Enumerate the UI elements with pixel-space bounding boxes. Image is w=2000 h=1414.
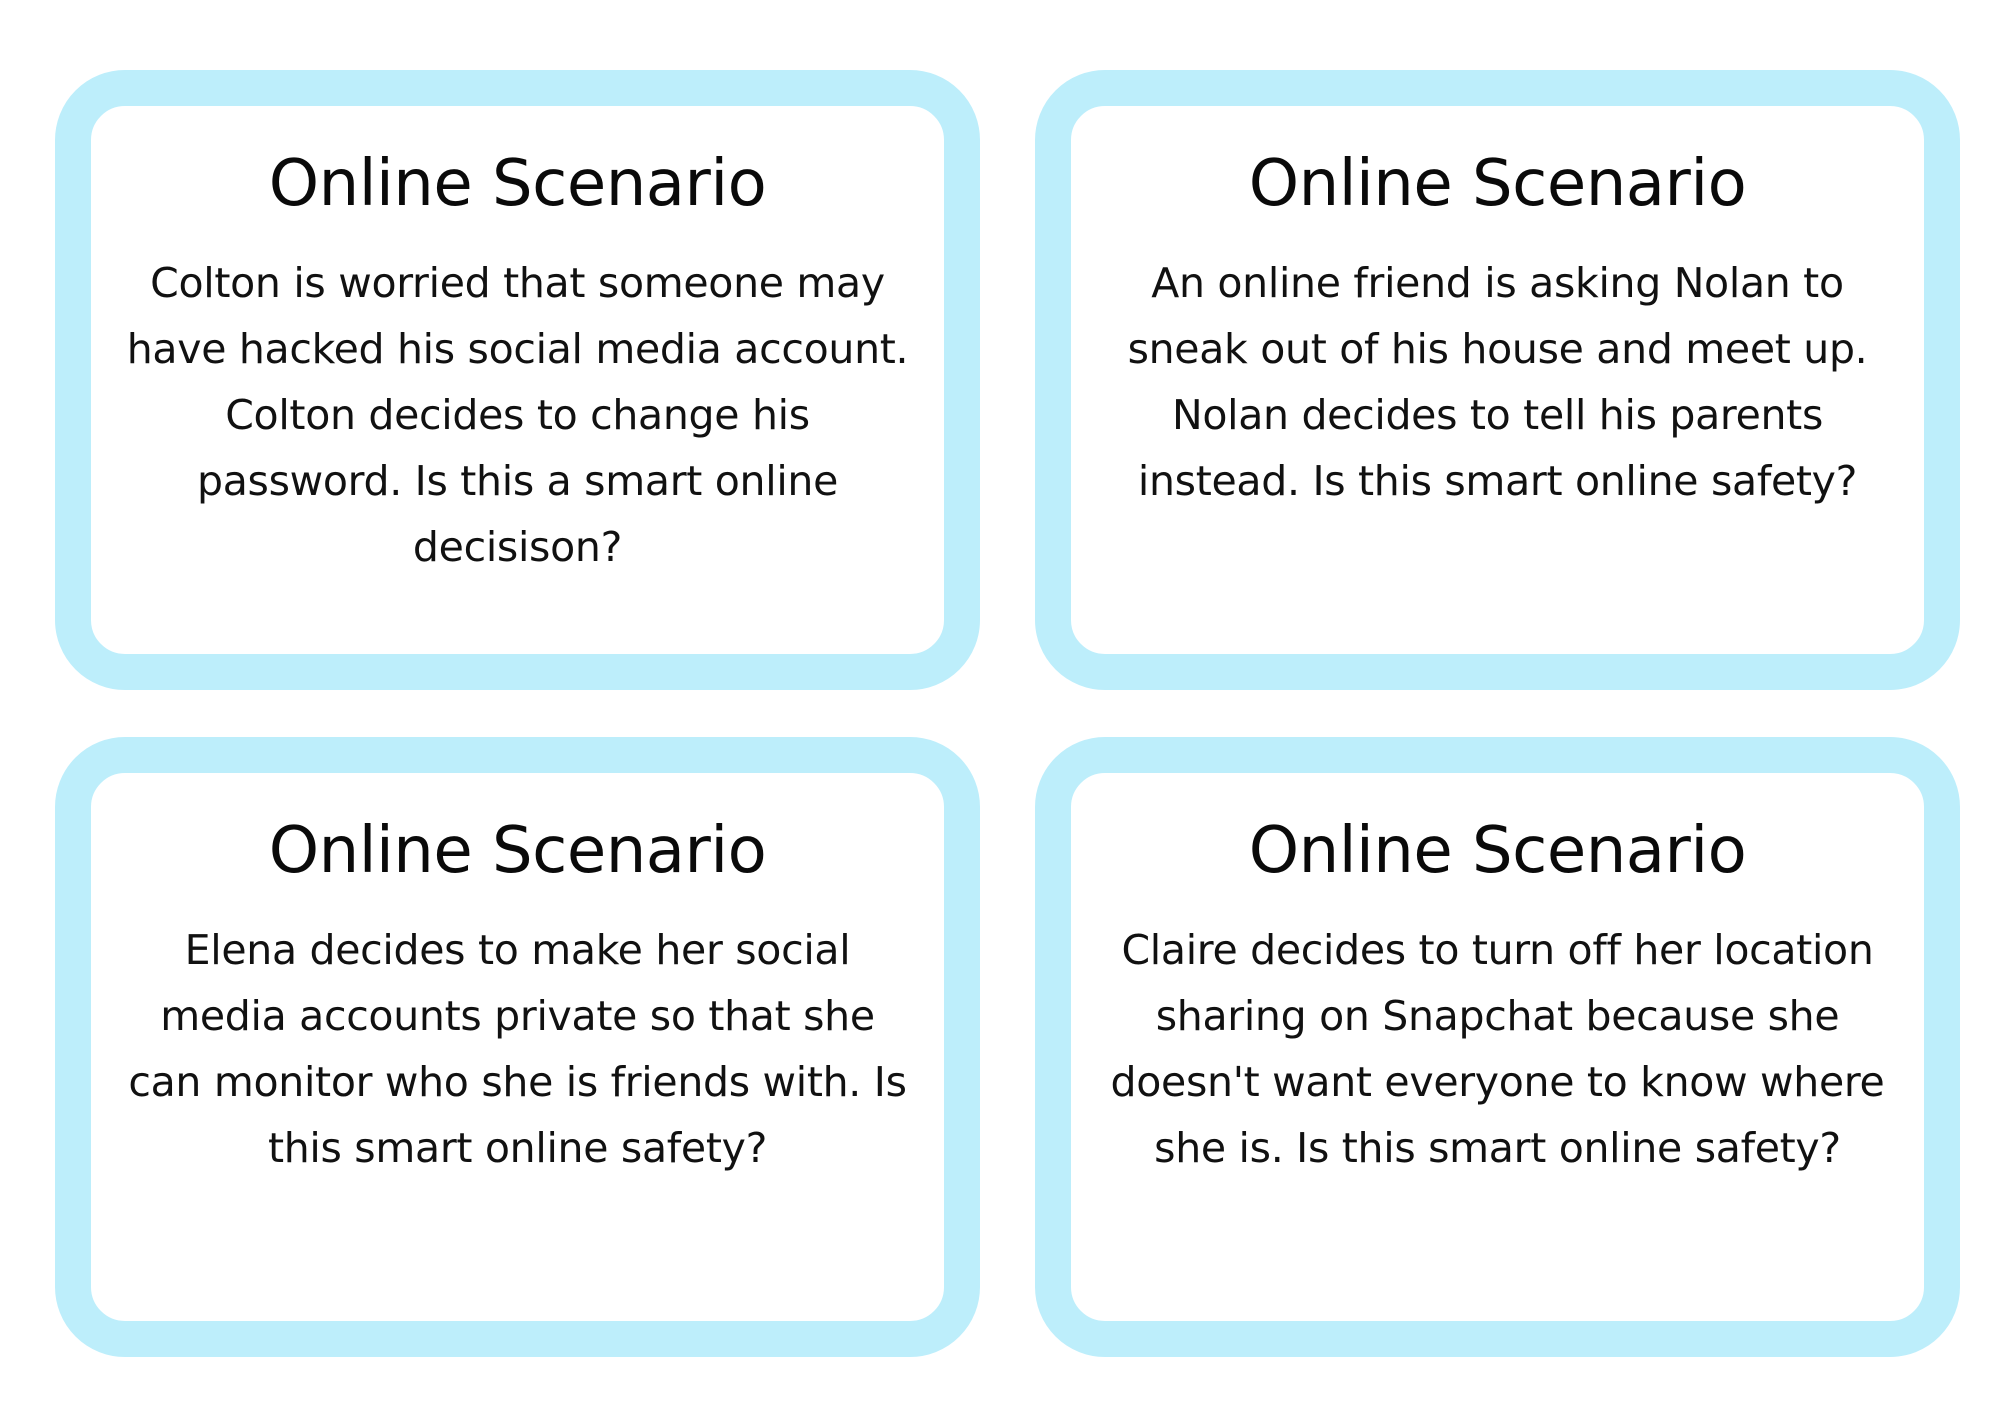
- scenario-card-colton: [55, 70, 980, 690]
- card-title: Online Scenario: [1248, 814, 1747, 888]
- card-title: Online Scenario: [268, 147, 767, 221]
- card-text: Elena decides to make her social media accounts private so that she can monitor who she is friends with. Is this smart online safety?: [128, 926, 907, 1172]
- card-title: Online Scenario: [1248, 147, 1747, 221]
- scenario-card-nolan: [1035, 70, 1960, 690]
- card-text: Colton is worried that someone may have hacked his social media account. Colton decides to change his password. Is this a smart online decisison?: [126, 259, 909, 571]
- card-text: An online friend is asking Nolan to sneak out of his house and meet up. Nolan decides to tell his parents instead. Is this smart online safety?: [1127, 259, 1868, 505]
- card-title: Online Scenario: [268, 814, 767, 888]
- card-text: Claire decides to turn off her location sharing on Snapchat because she doesn't want everyone to know where she is. Is this smart online safety?: [1110, 926, 1885, 1172]
- scenario-card-claire: [1035, 737, 1960, 1357]
- scenario-card-elena: [55, 737, 980, 1357]
